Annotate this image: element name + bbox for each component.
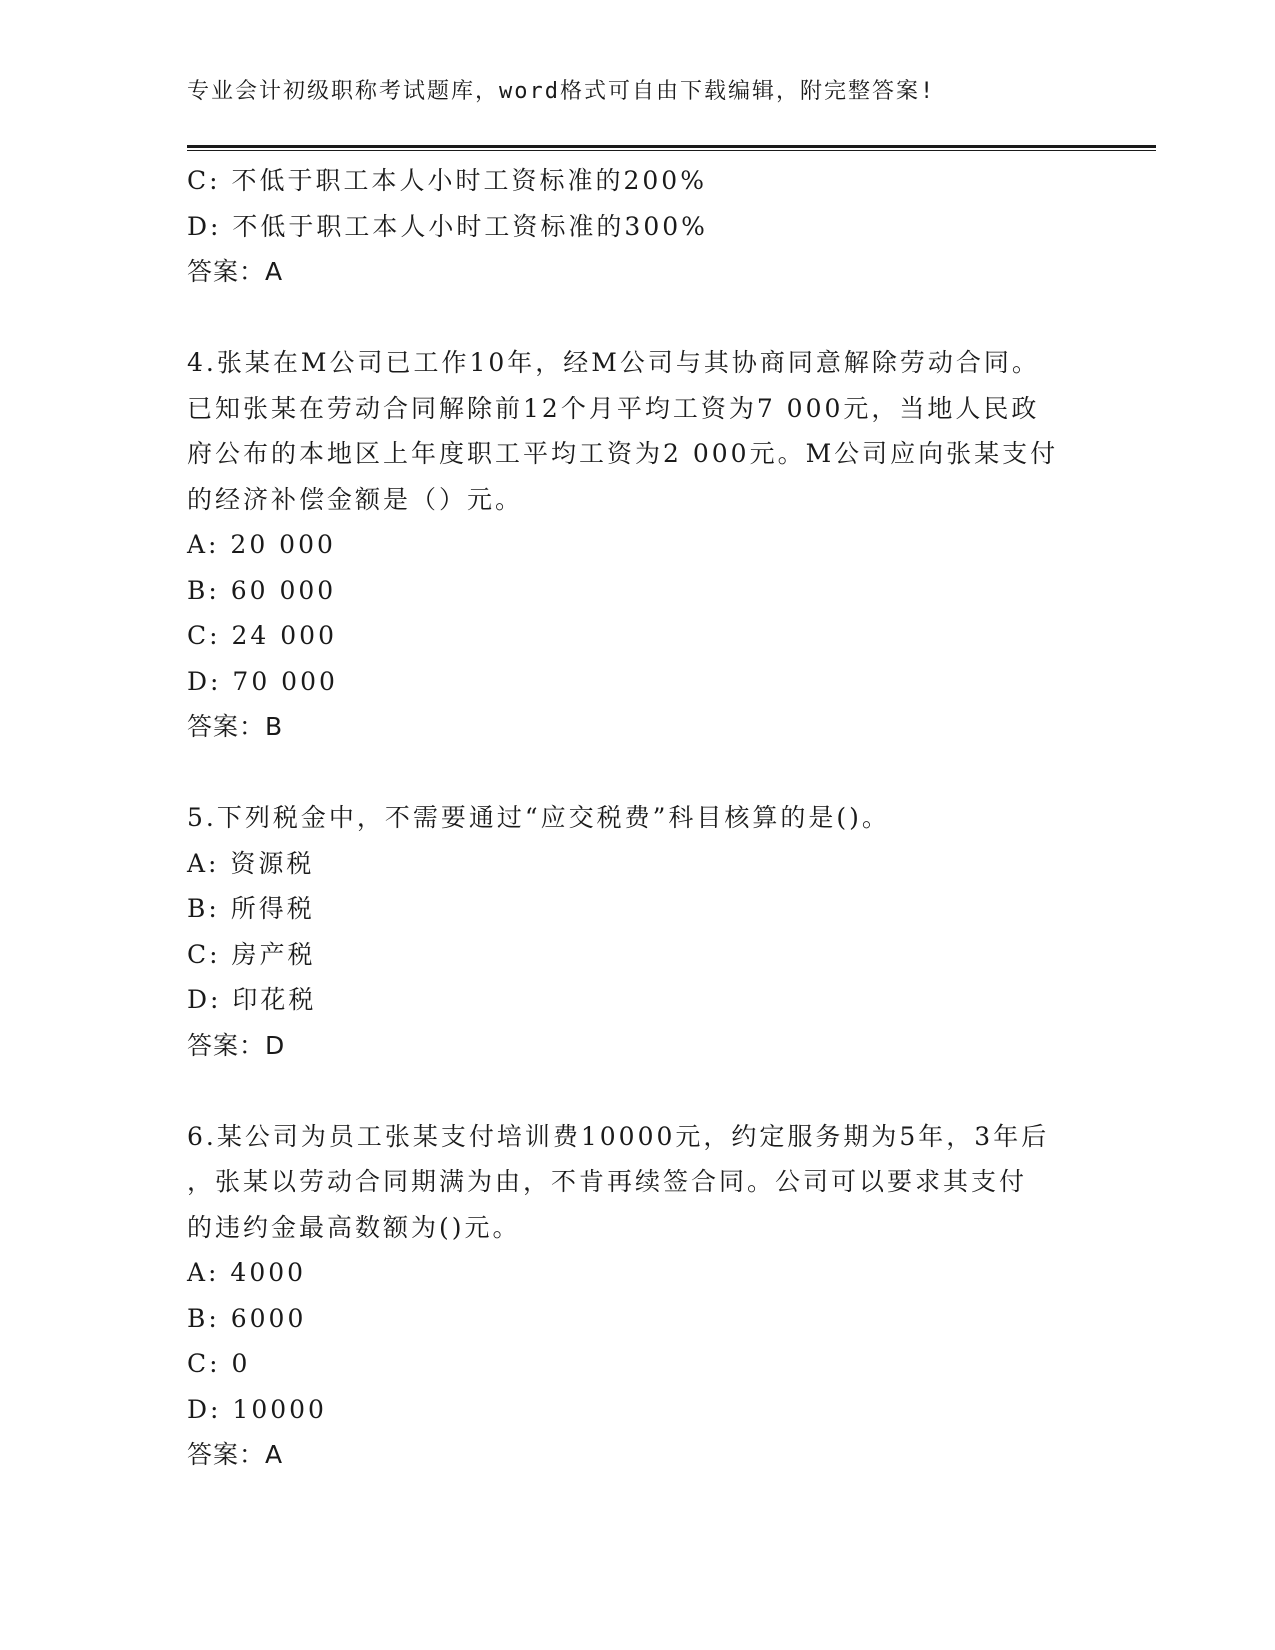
option-a: A: 资源税	[187, 848, 315, 878]
question-block	[187, 340, 1087, 750]
option-b: B: 60 000	[187, 575, 337, 605]
option-c: C: 24 000	[187, 621, 337, 650]
option-d: D: 10000	[187, 1394, 327, 1424]
question-list	[187, 158, 1087, 1478]
question-text-line: 已知张某在劳动合同解除前12个月平均工资为7 000元，当地人民政	[187, 393, 1040, 423]
spacer	[187, 295, 1087, 341]
option-c: C: 0	[187, 1349, 251, 1378]
answer-line: 答案：B	[187, 712, 284, 741]
spacer	[187, 750, 1087, 796]
question-text-line: ，张某以劳动合同期满为由，不肯再续签合同。公司可以要求其支付	[187, 1167, 1028, 1196]
option-b: B: 6000	[187, 1303, 307, 1333]
option-d: D: 不低于职工本人小时工资标准的300%	[187, 211, 708, 241]
question-text-line: 5.下列税金中，不需要通过“应交税费”科目核算的是()。	[187, 803, 890, 832]
question-text-line: 6.某公司为员工张某支付培训费10000元，约定服务期为5年，3年后	[187, 1121, 1050, 1151]
option-b: B: 所得税	[187, 894, 315, 923]
question-block	[187, 795, 1087, 1068]
question-block	[187, 1114, 1087, 1478]
question-block	[187, 158, 1087, 295]
option-c: C: 不低于职工本人小时工资标准的200%	[187, 166, 707, 195]
question-text-line: 4.张某在M公司已工作10年，经M公司与其协商同意解除劳动合同。	[187, 348, 1040, 377]
option-d: D: 70 000	[187, 666, 338, 696]
header-rule-thin	[187, 150, 1156, 151]
answer-line: 答案：A	[187, 1440, 284, 1469]
question-text-line: 的经济补偿金额是（）元。	[187, 484, 524, 514]
question-text-line: 府公布的本地区上年度职工平均工资为2 000元。M公司应向张某支付	[187, 439, 1059, 468]
page-header: 专业会计初级职称考试题库，word格式可自由下载编辑，附完整答案!	[187, 79, 936, 104]
option-a: A: 4000	[187, 1258, 307, 1287]
header-rule-thick	[187, 145, 1156, 148]
option-d: D: 印花税	[187, 985, 317, 1014]
answer-line: 答案：A	[187, 257, 284, 286]
question-text-line: 的违约金最高数额为()元。	[187, 1212, 521, 1242]
spacer	[187, 1068, 1087, 1114]
answer-line: 答案：D	[187, 1030, 286, 1060]
option-a: A: 20 000	[187, 530, 336, 559]
option-c: C: 房产税	[187, 939, 316, 969]
